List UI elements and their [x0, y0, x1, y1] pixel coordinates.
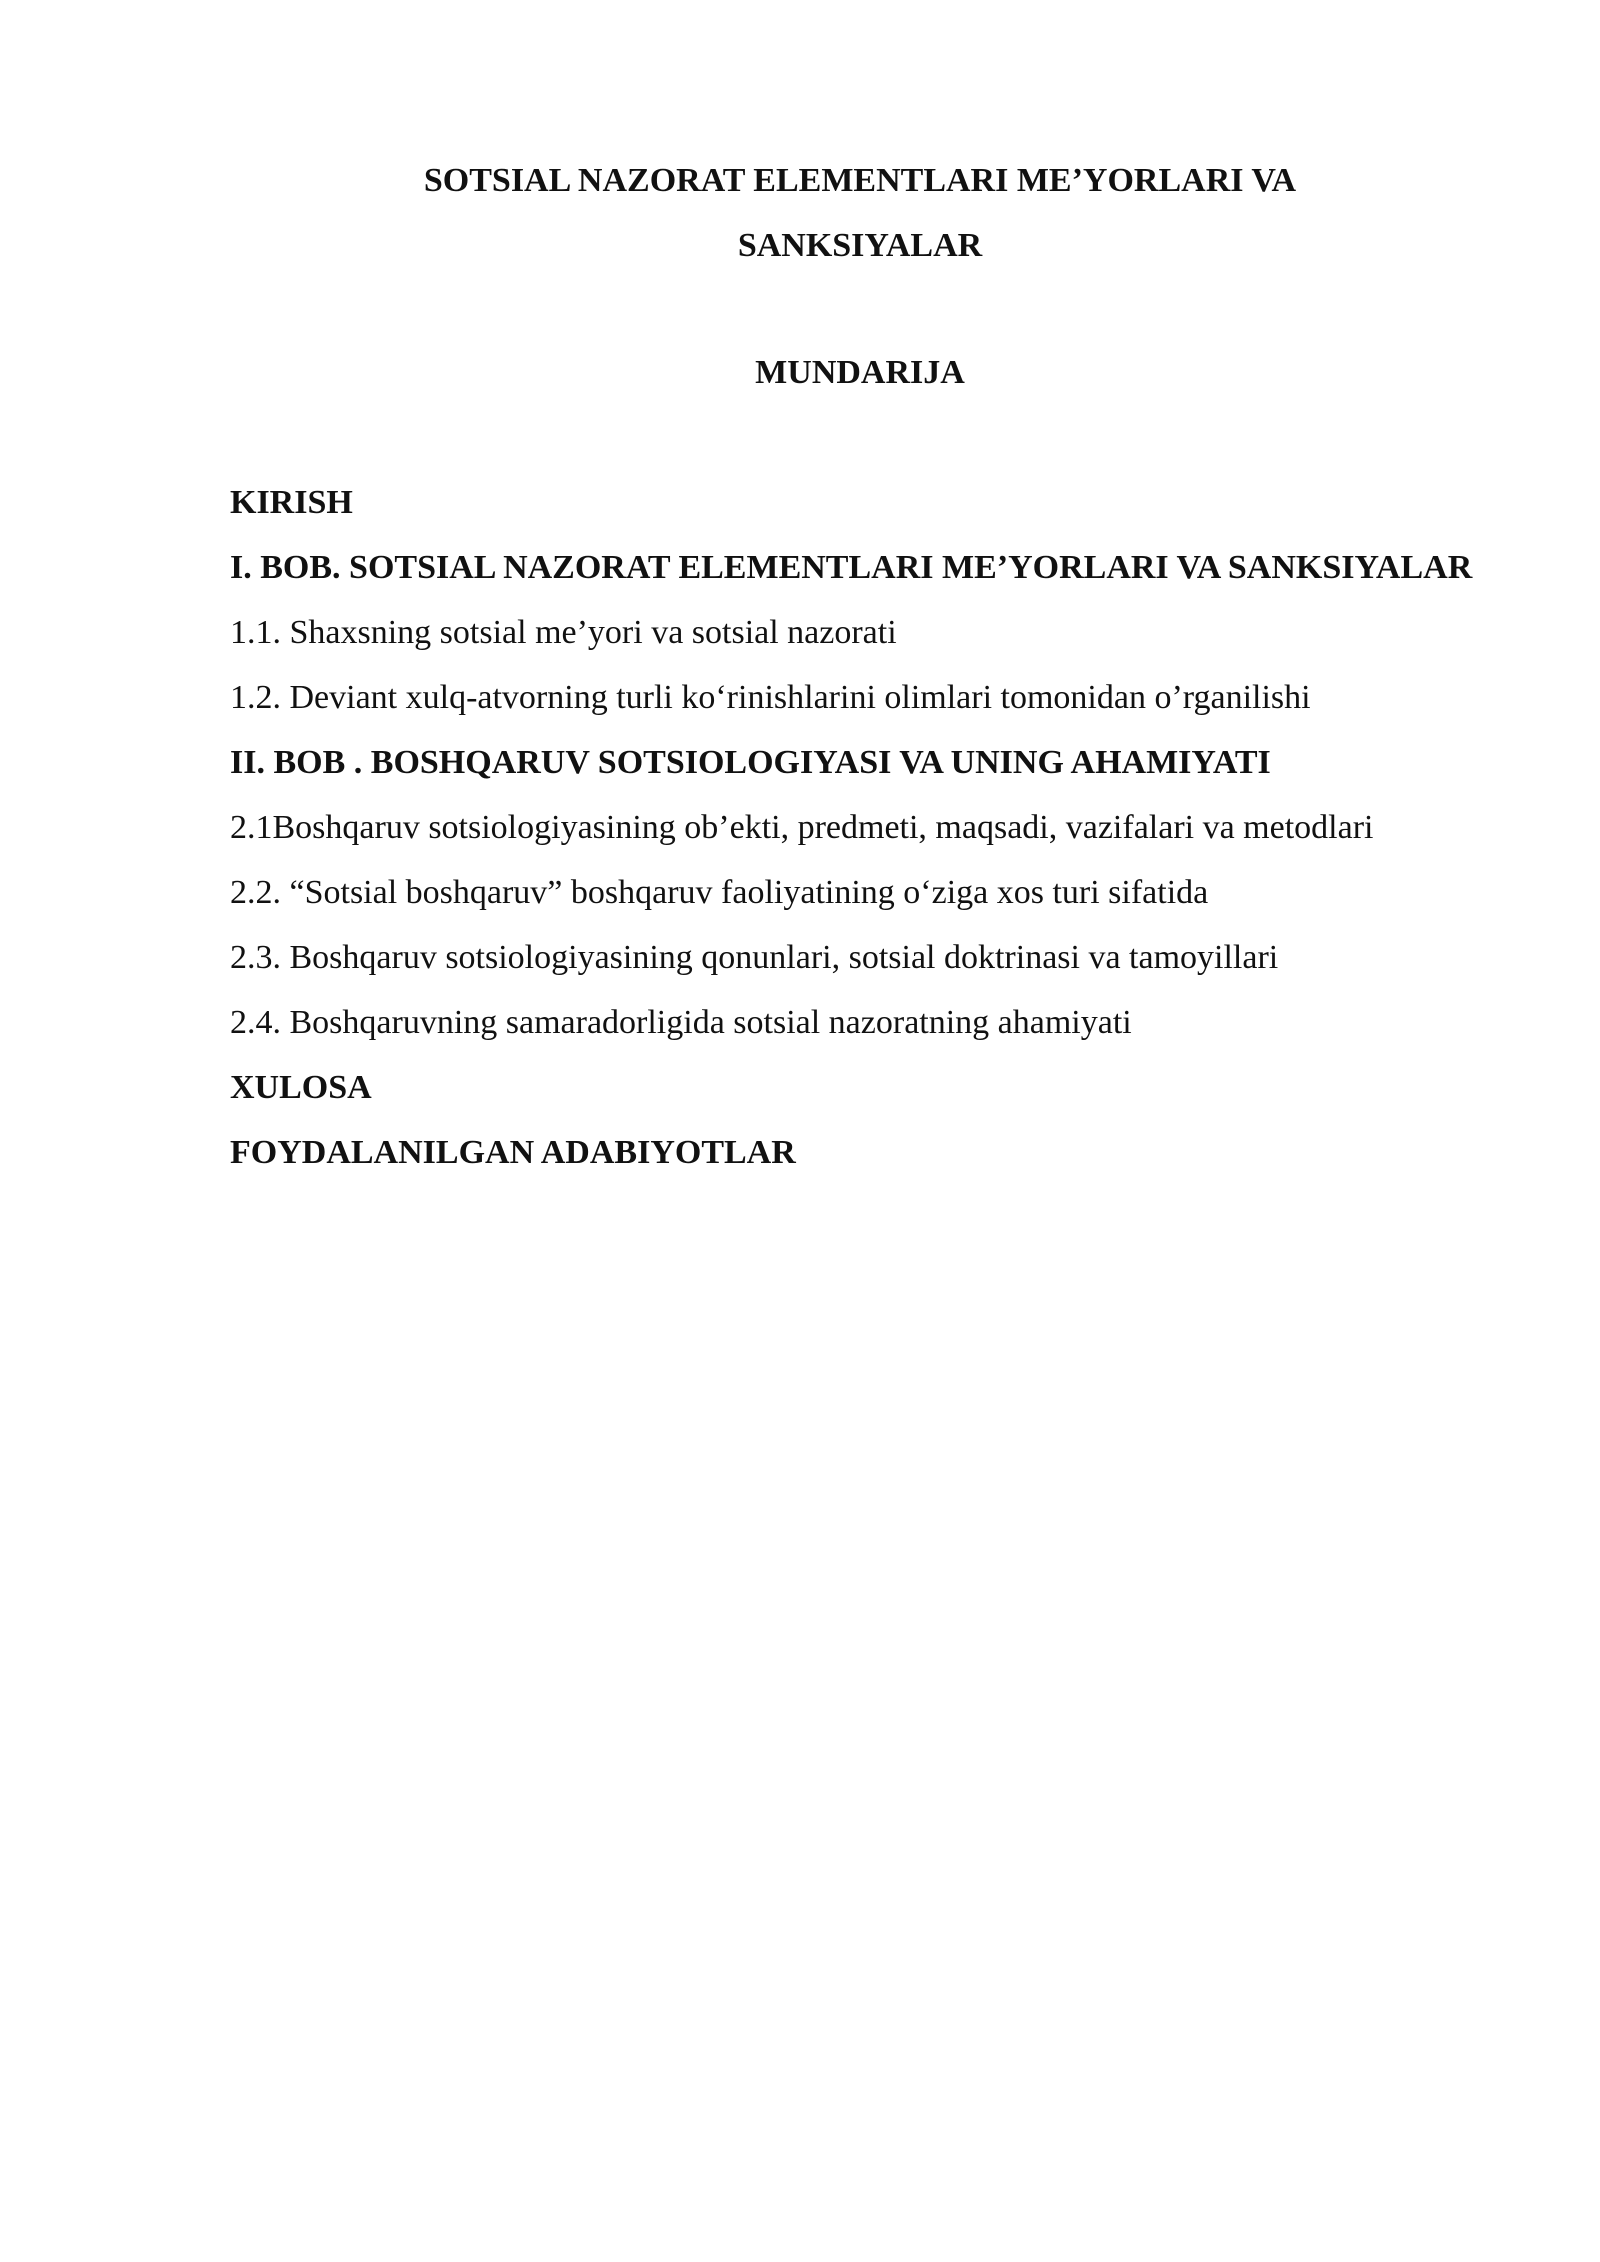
toc-item-section-2-3: 2.3. Boshqaruv sotsiologiyasining qonunlari, sotsial doktrinasi va tamoyillari — [230, 939, 1279, 976]
contents-heading: MUNDARIJA — [755, 354, 965, 391]
document-title — [230, 148, 1490, 278]
toc-item-section-1-2: 1.2. Deviant xulq-atvorning turli ko‘rinishlarini olimlari tomonidan o’rganilishi — [230, 679, 1311, 716]
document-title-line-1: SOTSIAL NAZORAT ELEMENTLARI ME’YORLARI VA — [423, 162, 1297, 199]
document-title-line-2: SANKSIYALAR — [737, 227, 983, 264]
toc-item-chapter-1: I. BOB. SOTSIAL NAZORAT ELEMENTLARI ME’YORLARI VA SANKSIYALAR — [230, 549, 1473, 586]
toc-item-section-2-4: 2.4. Boshqaruvning samaradorligida sotsial nazoratning ahamiyati — [230, 1004, 1132, 1041]
toc-item-introduction: KIRISH — [230, 484, 353, 521]
toc-item-section-2-2: 2.2. “Sotsial boshqaruv” boshqaruv faoliyatining o‘ziga xos turi sifatida — [230, 874, 1209, 911]
toc-item-references: FOYDALANILGAN ADABIYOTLAR — [230, 1134, 796, 1171]
table-of-contents — [230, 470, 1490, 1185]
toc-item-section-1-1: 1.1. Shaxsning sotsial me’yori va sotsial nazorati — [230, 614, 897, 651]
toc-item-chapter-2: II. BOB . BOSHQARUV SOTSIOLOGIYASI VA UNING AHAMIYATI — [230, 744, 1271, 781]
toc-item-conclusion: XULOSA — [230, 1069, 372, 1106]
toc-item-section-2-1: 2.1Boshqaruv sotsiologiyasining ob’ekti, predmeti, maqsadi, vazifalari va metodlari — [230, 809, 1374, 846]
